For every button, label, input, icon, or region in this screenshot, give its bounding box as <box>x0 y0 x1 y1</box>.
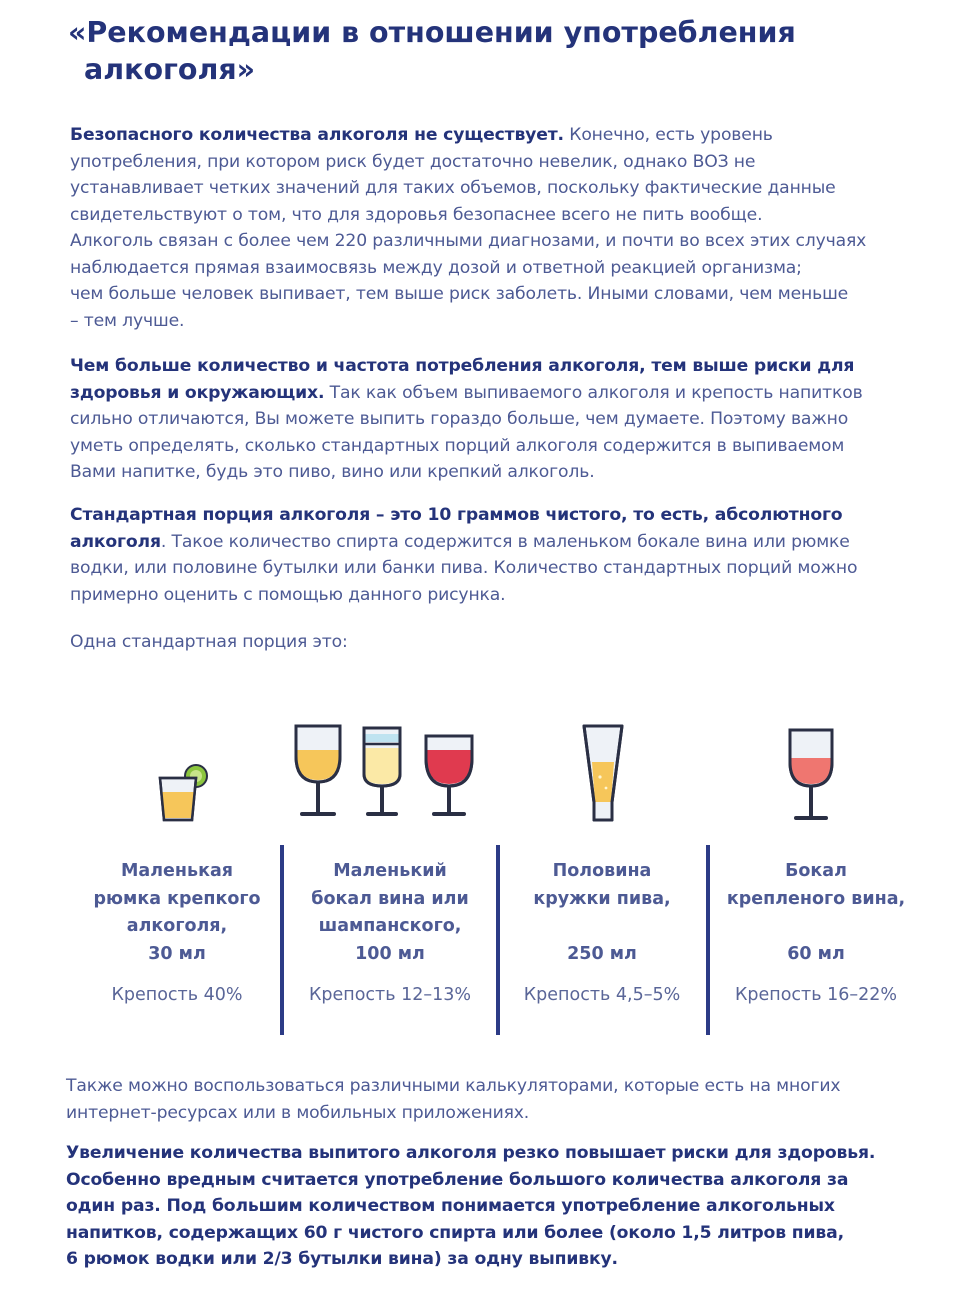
paragraph-lead: Стандартная порция алкоголя – это 10 граммов чистого, то есть, абсолютного <box>70 505 843 525</box>
paragraph-lead: Чем больше количество и частота потребления алкоголя, тем выше риски для <box>70 356 855 376</box>
title-line-2: алкоголя» <box>84 53 256 86</box>
paragraph-lead: Безопасного количества алкоголя не существует. <box>70 125 564 145</box>
text-line: – тем лучше. <box>70 310 185 331</box>
paragraph-standard-portion <box>70 502 930 608</box>
text-line: Так как объем выпиваемого алкоголя и крепость напитков <box>324 382 863 403</box>
text-line: сильно отличаются, Вы можете выпить гораздо больше, чем думаете. Поэтому важно <box>70 409 849 429</box>
text-line: наблюдается прямая взаимосвязь между дозой и ответной реакцией организма; <box>70 257 802 278</box>
portion-wine <box>292 858 488 1008</box>
paragraph-calculators <box>66 1073 926 1126</box>
paragraph-lead: алкоголя <box>70 531 161 552</box>
column-divider <box>280 845 284 1035</box>
portion-strength: Крепость 4,5–5% <box>523 985 681 1005</box>
portion-name: Половина кружки пива, 250 мл <box>533 861 671 964</box>
text-line: Конечно, есть уровень <box>563 125 773 145</box>
text-line: . Такое количество спирта содержится в маленьком бокале вина или рюмке <box>160 531 850 552</box>
paragraph-frequency-risk <box>70 353 930 486</box>
text-line: уметь определять, сколько стандартных порций алкоголя содержится в выпиваемом <box>70 435 845 456</box>
text-line: примерно оценить с помощью данного рисунка. <box>70 584 506 605</box>
portion-beer <box>506 858 698 1008</box>
text-line: свидетельствуют о том, что для здоровья безопаснее всего не пить вообще. <box>70 204 763 225</box>
fortified-wine-glass-icon <box>784 726 838 822</box>
text-line: Также можно воспользоваться различными калькуляторами, которые есть на многих <box>66 1076 841 1096</box>
text-line: водки, или половине бутылки или банки пива. Количество стандартных порций можно <box>70 558 858 578</box>
portion-name: Маленький бокал вина или шампанского, 100 мл <box>311 861 469 964</box>
text-line: интернет-ресурсах или в мобильных приложениях. <box>66 1102 530 1123</box>
beer-glass-icon <box>578 722 628 826</box>
text-line: устанавливает четких значений для таких объемов, поскольку фактические данные <box>70 178 836 198</box>
text-line: 6 рюмок водки или 2/3 бутылки вина) за одну выпивку. <box>66 1249 618 1269</box>
title-line-1: «Рекомендации в отношении употребления <box>68 16 796 49</box>
text-line: Вами напитке, будь это пиво, вино или крепкий алкоголь. <box>70 462 595 482</box>
shot-glass-icon <box>152 762 210 824</box>
drink-illustrations <box>0 700 979 835</box>
text-line: употребления, при котором риск будет достаточно невелик, однако ВОЗ не <box>70 151 756 172</box>
page-title <box>68 14 948 88</box>
text-line: один раз. Под большим количеством понимается употребление алкогольных <box>66 1196 835 1216</box>
red-wine-glass-icon <box>420 732 478 820</box>
portion-name: Бокал крепленого вина, 60 мл <box>726 861 906 964</box>
column-divider <box>706 845 710 1035</box>
text-line: чем больше человек выпивает, тем выше риск заболеть. Иными словами, чем меньше <box>70 284 849 304</box>
text-line: Особенно вредным считается употребление большого количества алкоголя за <box>66 1169 849 1190</box>
champagne-glass-icon <box>358 724 406 820</box>
portion-spirits <box>82 858 272 1008</box>
white-wine-glass-icon <box>290 722 346 820</box>
portion-fortified-wine <box>716 858 916 1008</box>
paragraph-binge-risk <box>66 1140 946 1273</box>
portion-strength: Крепость 40% <box>111 985 243 1005</box>
portion-intro: Одна стандартная порция это: <box>70 632 348 652</box>
portion-strength: Крепость 16–22% <box>734 985 898 1005</box>
text-line: напитков, содержащих 60 г чистого спирта или более (около 1,5 литров пива, <box>66 1222 844 1243</box>
column-divider <box>496 845 500 1035</box>
text-line: Увеличение количества выпитого алкоголя резко повышает риски для здоровья. <box>66 1143 876 1163</box>
paragraph-no-safe-amount <box>70 122 930 334</box>
text-line: Алкоголь связан с более чем 220 различными диагнозами, и почти во всех этих случаях <box>70 231 867 251</box>
paragraph-lead: здоровья и окружающих. <box>70 382 325 403</box>
portion-strength: Крепость 12–13% <box>308 985 472 1005</box>
portion-name: Маленькая рюмка крепкого алкоголя, 30 мл <box>93 861 261 964</box>
